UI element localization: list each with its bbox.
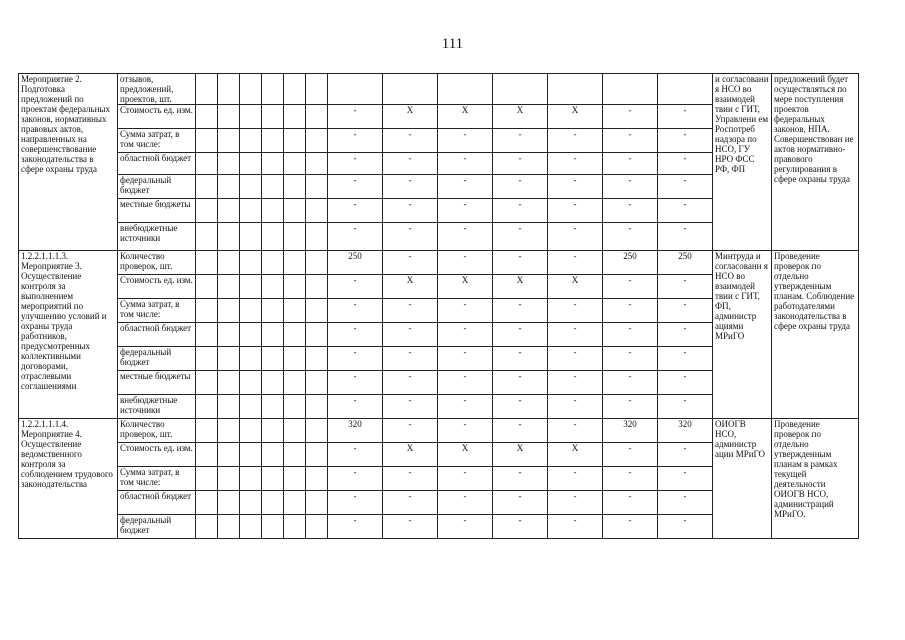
indicator-cell: местные бюджеты — [118, 371, 196, 395]
empty-cell — [284, 153, 306, 175]
value-cell: - — [493, 153, 548, 175]
empty-cell — [218, 371, 240, 395]
value-cell: - — [383, 299, 438, 323]
value-cell: - — [493, 251, 548, 275]
value-cell: - — [438, 175, 493, 199]
expected-result-cell: Проведение проверок по отдельно утвержденным планам в рамках текущей деятельности ОИОГВ НСО, администраций МРиГО. — [772, 419, 859, 539]
empty-cell — [218, 251, 240, 275]
value-cell: - — [328, 515, 383, 539]
value-cell: X — [493, 275, 548, 299]
value-cell: - — [493, 175, 548, 199]
expected-result-cell: предложений будет осуществляться по мере поступления проектов федеральных законов, НПА. Совершенствован ие актов нормативно-правового регулирования в сфере охраны труда — [772, 74, 859, 251]
empty-cell — [196, 105, 218, 129]
empty-cell — [284, 491, 306, 515]
value-cell: - — [493, 395, 548, 419]
value-cell: - — [548, 467, 603, 491]
value-cell — [438, 74, 493, 105]
value-cell: - — [493, 467, 548, 491]
empty-cell — [240, 515, 262, 539]
value-cell: - — [548, 515, 603, 539]
page-number: 111 — [441, 36, 464, 52]
value-cell: - — [548, 419, 603, 443]
empty-cell — [218, 395, 240, 419]
value-cell: - — [438, 467, 493, 491]
empty-cell — [284, 175, 306, 199]
empty-cell — [240, 275, 262, 299]
value-cell: - — [493, 299, 548, 323]
empty-cell — [196, 371, 218, 395]
value-cell: - — [603, 323, 658, 347]
value-cell: X — [383, 105, 438, 129]
value-cell: - — [438, 419, 493, 443]
empty-cell — [240, 395, 262, 419]
empty-cell — [196, 74, 218, 105]
empty-cell — [284, 299, 306, 323]
value-cell: - — [548, 199, 603, 223]
empty-cell — [284, 223, 306, 251]
empty-cell — [306, 467, 328, 491]
empty-cell — [240, 491, 262, 515]
empty-cell — [262, 323, 284, 347]
empty-cell — [218, 467, 240, 491]
empty-cell — [306, 491, 328, 515]
empty-cell — [306, 129, 328, 153]
empty-cell — [218, 299, 240, 323]
empty-cell — [262, 275, 284, 299]
executor-cell: Минтруда и согласовани я НСО во взаимодей твии с ГИТ, ФП, администр ациями МРиГО — [713, 251, 772, 419]
empty-cell — [218, 105, 240, 129]
indicator-cell: федеральный бюджет — [118, 347, 196, 371]
empty-cell — [306, 105, 328, 129]
value-cell: - — [603, 105, 658, 129]
value-cell: X — [493, 443, 548, 467]
empty-cell — [218, 199, 240, 223]
value-cell: - — [658, 105, 713, 129]
indicator-cell: федеральный бюджет — [118, 515, 196, 539]
value-cell: - — [658, 515, 713, 539]
value-cell: - — [603, 299, 658, 323]
indicator-cell: Стоимость ед. изм. — [118, 443, 196, 467]
value-cell: 250 — [658, 251, 713, 275]
empty-cell — [262, 371, 284, 395]
indicator-cell: Стоимость ед. изм. — [118, 275, 196, 299]
value-cell: - — [658, 175, 713, 199]
empty-cell — [262, 395, 284, 419]
value-cell: - — [603, 275, 658, 299]
empty-cell — [196, 419, 218, 443]
empty-cell — [284, 251, 306, 275]
empty-cell — [240, 419, 262, 443]
indicator-cell: местные бюджеты — [118, 199, 196, 223]
value-cell: - — [383, 251, 438, 275]
empty-cell — [240, 199, 262, 223]
empty-cell — [262, 515, 284, 539]
empty-cell — [284, 199, 306, 223]
value-cell: - — [493, 419, 548, 443]
empty-cell — [284, 323, 306, 347]
value-cell: - — [658, 467, 713, 491]
indicator-cell: Количество проверок, шт. — [118, 419, 196, 443]
empty-cell — [196, 299, 218, 323]
empty-cell — [240, 223, 262, 251]
empty-cell — [196, 153, 218, 175]
empty-cell — [218, 223, 240, 251]
table-row — [19, 74, 859, 105]
empty-cell — [306, 347, 328, 371]
value-cell: - — [548, 299, 603, 323]
activity-title: 1.2.2.1.1.1.4. Мероприятие 4. Осуществление ведомственного контроля за соблюдением трудового законодательства — [19, 419, 118, 539]
indicator-cell: Количество проверок, шт. — [118, 251, 196, 275]
value-cell: - — [493, 223, 548, 251]
value-cell: - — [548, 371, 603, 395]
empty-cell — [262, 347, 284, 371]
empty-cell — [284, 443, 306, 467]
value-cell: 250 — [603, 251, 658, 275]
empty-cell — [306, 323, 328, 347]
indicator-cell: Сумма затрат, в том числе: — [118, 467, 196, 491]
empty-cell — [218, 443, 240, 467]
empty-cell — [218, 515, 240, 539]
empty-cell — [262, 299, 284, 323]
empty-cell — [284, 74, 306, 105]
activity-title: Мероприятие 2. Подготовка предложений по проектам федеральных законов, нормативных правовых актов, направленных на совершенствование законодательства в сфере охраны труда — [19, 74, 118, 251]
empty-cell — [306, 175, 328, 199]
value-cell: - — [438, 153, 493, 175]
value-cell: X — [548, 275, 603, 299]
value-cell: - — [328, 491, 383, 515]
value-cell: - — [328, 323, 383, 347]
value-cell: - — [438, 251, 493, 275]
empty-cell — [262, 175, 284, 199]
value-cell: - — [438, 395, 493, 419]
empty-cell — [240, 129, 262, 153]
value-cell: - — [603, 443, 658, 467]
value-cell — [658, 74, 713, 105]
empty-cell — [262, 223, 284, 251]
value-cell: - — [383, 129, 438, 153]
value-cell: - — [603, 395, 658, 419]
empty-cell — [240, 74, 262, 105]
empty-cell — [196, 199, 218, 223]
value-cell: - — [493, 491, 548, 515]
indicator-cell: отзывов, предложений, проектов, шт. — [118, 74, 196, 105]
value-cell — [383, 74, 438, 105]
empty-cell — [218, 74, 240, 105]
value-cell: - — [548, 395, 603, 419]
value-cell: - — [548, 323, 603, 347]
indicator-cell: внебюджетные источники — [118, 223, 196, 251]
value-cell: X — [383, 275, 438, 299]
value-cell: - — [548, 153, 603, 175]
empty-cell — [240, 251, 262, 275]
empty-cell — [240, 323, 262, 347]
value-cell: - — [328, 223, 383, 251]
indicator-cell: областной бюджет — [118, 491, 196, 515]
value-cell: 320 — [658, 419, 713, 443]
value-cell: - — [658, 299, 713, 323]
value-cell: - — [658, 443, 713, 467]
activity-title: 1.2.2.1.1.1.3. Мероприятие 3. Осуществление контроля за выполнением мероприятий по улучшению условий и охраны труда работников, предусмотренных коллективными договорами, отраслевыми соглашениями — [19, 251, 118, 419]
value-cell: 320 — [328, 419, 383, 443]
empty-cell — [240, 175, 262, 199]
empty-cell — [196, 323, 218, 347]
empty-cell — [262, 491, 284, 515]
empty-cell — [196, 467, 218, 491]
value-cell: - — [658, 395, 713, 419]
empty-cell — [218, 419, 240, 443]
indicator-cell: Стоимость ед. изм. — [118, 105, 196, 129]
value-cell: - — [383, 347, 438, 371]
value-cell: X — [548, 105, 603, 129]
value-cell: - — [548, 175, 603, 199]
empty-cell — [284, 371, 306, 395]
value-cell: - — [603, 515, 658, 539]
empty-cell — [306, 443, 328, 467]
value-cell: 320 — [603, 419, 658, 443]
value-cell: - — [438, 299, 493, 323]
value-cell: - — [383, 153, 438, 175]
value-cell: - — [328, 467, 383, 491]
indicator-cell: Сумма затрат, в том числе: — [118, 299, 196, 323]
value-cell: - — [548, 129, 603, 153]
value-cell: - — [328, 153, 383, 175]
value-cell: - — [603, 223, 658, 251]
empty-cell — [196, 491, 218, 515]
value-cell: - — [548, 223, 603, 251]
value-cell: - — [438, 199, 493, 223]
empty-cell — [306, 199, 328, 223]
empty-cell — [284, 467, 306, 491]
expected-result-cell: Проведение проверок по отдельно утвержденным планам. Соблюдение работодателями законодательства в сфере охраны труда — [772, 251, 859, 419]
empty-cell — [218, 323, 240, 347]
value-cell: - — [438, 371, 493, 395]
empty-cell — [306, 223, 328, 251]
value-cell: - — [658, 347, 713, 371]
value-cell: - — [383, 491, 438, 515]
value-cell: - — [383, 323, 438, 347]
empty-cell — [284, 515, 306, 539]
value-cell: - — [658, 199, 713, 223]
value-cell: - — [438, 323, 493, 347]
value-cell: - — [438, 223, 493, 251]
value-cell: X — [493, 105, 548, 129]
empty-cell — [262, 443, 284, 467]
executor-cell: и согласовани я НСО во взаимодей твии с ГИТ, Управлени ем Роспотреб надзора по НСО, ГУ НРО ФСС РФ, ФП — [713, 74, 772, 251]
empty-cell — [196, 347, 218, 371]
empty-cell — [284, 129, 306, 153]
value-cell: - — [548, 491, 603, 515]
empty-cell — [218, 275, 240, 299]
empty-cell — [262, 199, 284, 223]
indicator-cell: областной бюджет — [118, 323, 196, 347]
empty-cell — [306, 395, 328, 419]
value-cell: - — [383, 175, 438, 199]
value-cell: - — [658, 323, 713, 347]
executor-cell: ОИОГВ НСО, администр ации МРиГО — [713, 419, 772, 539]
value-cell: - — [493, 371, 548, 395]
value-cell: - — [383, 371, 438, 395]
value-cell: - — [548, 251, 603, 275]
empty-cell — [306, 153, 328, 175]
value-cell: - — [603, 371, 658, 395]
indicator-cell: федеральный бюджет — [118, 175, 196, 199]
empty-cell — [306, 299, 328, 323]
indicator-cell: Сумма затрат, в том числе: — [118, 129, 196, 153]
value-cell: - — [328, 371, 383, 395]
value-cell: - — [603, 153, 658, 175]
value-cell: X — [383, 443, 438, 467]
table-row — [19, 419, 859, 443]
value-cell — [493, 74, 548, 105]
value-cell: - — [658, 371, 713, 395]
empty-cell — [262, 129, 284, 153]
empty-cell — [262, 74, 284, 105]
empty-cell — [240, 347, 262, 371]
empty-cell — [306, 419, 328, 443]
empty-cell — [306, 74, 328, 105]
indicator-cell: внебюджетные источники — [118, 395, 196, 419]
value-cell: - — [438, 515, 493, 539]
value-cell: - — [328, 199, 383, 223]
value-cell: - — [603, 467, 658, 491]
value-cell: - — [548, 347, 603, 371]
empty-cell — [240, 443, 262, 467]
value-cell: - — [383, 223, 438, 251]
value-cell: - — [328, 443, 383, 467]
value-cell: - — [493, 129, 548, 153]
value-cell: - — [383, 419, 438, 443]
value-cell: - — [493, 323, 548, 347]
value-cell: - — [603, 199, 658, 223]
empty-cell — [306, 275, 328, 299]
value-cell: - — [328, 175, 383, 199]
value-cell: X — [438, 275, 493, 299]
empty-cell — [196, 175, 218, 199]
indicator-cell: областной бюджет — [118, 153, 196, 175]
value-cell: - — [328, 347, 383, 371]
empty-cell — [306, 515, 328, 539]
empty-cell — [240, 153, 262, 175]
value-cell — [328, 74, 383, 105]
table-row — [19, 251, 859, 275]
empty-cell — [196, 395, 218, 419]
empty-cell — [196, 515, 218, 539]
value-cell: X — [548, 443, 603, 467]
value-cell: - — [603, 129, 658, 153]
empty-cell — [196, 251, 218, 275]
empty-cell — [284, 419, 306, 443]
value-cell — [603, 74, 658, 105]
value-cell: - — [383, 467, 438, 491]
value-cell: - — [658, 491, 713, 515]
empty-cell — [284, 395, 306, 419]
value-cell: - — [438, 129, 493, 153]
value-cell: X — [438, 443, 493, 467]
empty-cell — [262, 467, 284, 491]
empty-cell — [218, 175, 240, 199]
value-cell: - — [658, 223, 713, 251]
value-cell: - — [328, 129, 383, 153]
empty-cell — [262, 105, 284, 129]
empty-cell — [240, 371, 262, 395]
value-cell: - — [328, 275, 383, 299]
empty-cell — [262, 419, 284, 443]
value-cell: - — [328, 299, 383, 323]
empty-cell — [196, 223, 218, 251]
value-cell: X — [438, 105, 493, 129]
value-cell: 250 — [328, 251, 383, 275]
empty-cell — [218, 153, 240, 175]
empty-cell — [306, 251, 328, 275]
empty-cell — [218, 347, 240, 371]
value-cell: - — [438, 491, 493, 515]
empty-cell — [284, 347, 306, 371]
value-cell: - — [658, 153, 713, 175]
value-cell: - — [328, 105, 383, 129]
empty-cell — [284, 275, 306, 299]
value-cell: - — [438, 347, 493, 371]
empty-cell — [306, 371, 328, 395]
value-cell: - — [383, 515, 438, 539]
value-cell: - — [493, 347, 548, 371]
value-cell: - — [603, 347, 658, 371]
empty-cell — [196, 443, 218, 467]
empty-cell — [196, 275, 218, 299]
empty-cell — [262, 153, 284, 175]
empty-cell — [240, 299, 262, 323]
value-cell: - — [383, 395, 438, 419]
empty-cell — [240, 105, 262, 129]
empty-cell — [284, 105, 306, 129]
value-cell: - — [658, 275, 713, 299]
value-cell: - — [383, 199, 438, 223]
empty-cell — [218, 129, 240, 153]
program-activities-table — [18, 73, 859, 539]
empty-cell — [196, 129, 218, 153]
value-cell: - — [603, 175, 658, 199]
value-cell: - — [493, 515, 548, 539]
value-cell: - — [328, 395, 383, 419]
empty-cell — [262, 251, 284, 275]
value-cell: - — [658, 129, 713, 153]
empty-cell — [218, 491, 240, 515]
value-cell: - — [493, 199, 548, 223]
empty-cell — [240, 467, 262, 491]
value-cell — [548, 74, 603, 105]
value-cell: - — [603, 491, 658, 515]
